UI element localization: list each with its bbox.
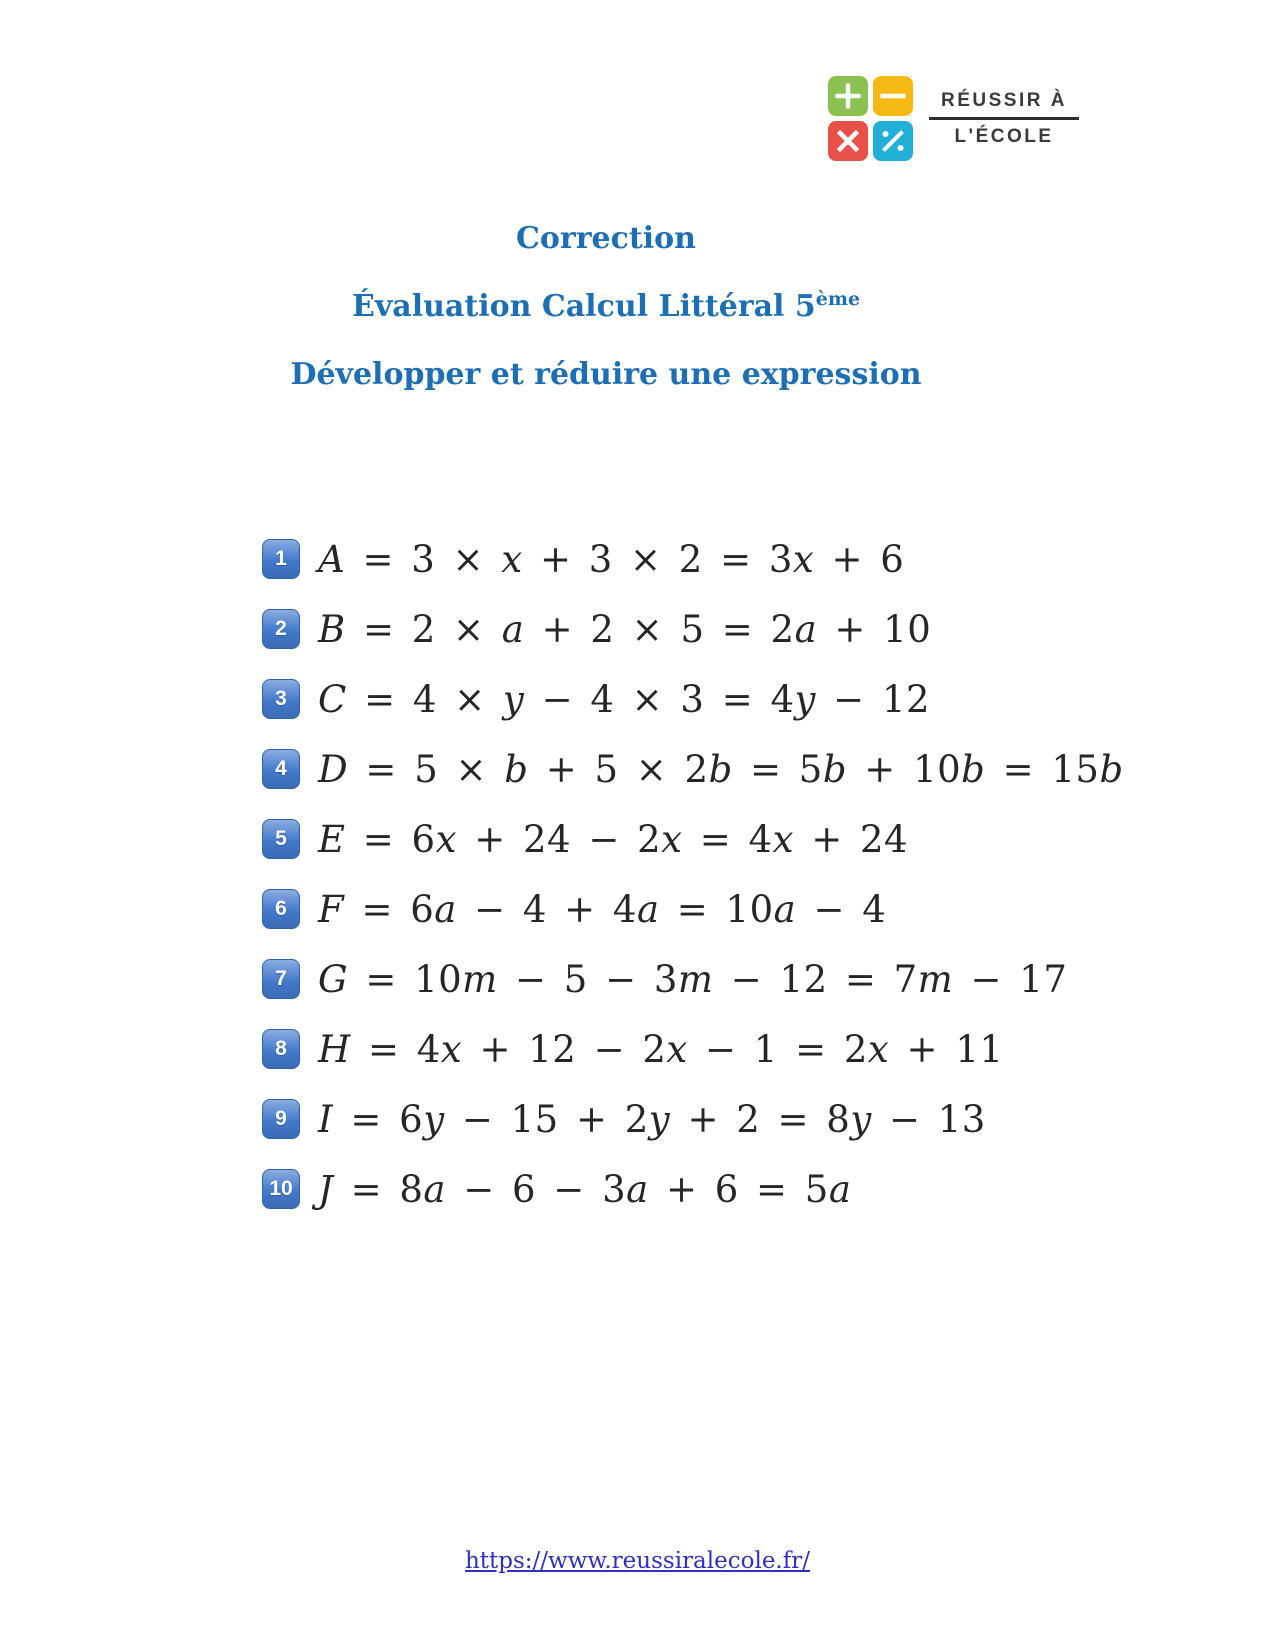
- problem-row: [262, 1154, 1124, 1224]
- problem-row: [262, 594, 1124, 664]
- problem-number-badge: 9: [262, 1099, 300, 1139]
- problem-number-badge: 7: [262, 959, 300, 999]
- title-correction: Correction: [516, 221, 696, 256]
- brand-line-bottom: L'ÉCOLE: [954, 125, 1054, 147]
- problem-row: [262, 804, 1124, 874]
- problem-number-badge: 1: [262, 539, 300, 579]
- divide-icon: [873, 121, 913, 161]
- math-expression: I = 6y − 15 + 2y + 2 = 8y − 13: [318, 1097, 986, 1141]
- problem-row: [262, 944, 1124, 1014]
- title-subtitle: Développer et réduire une expression: [290, 357, 922, 392]
- problem-row: [262, 874, 1124, 944]
- problem-number-badge: 8: [262, 1029, 300, 1069]
- brand-divider: [929, 117, 1079, 120]
- problem-row: [262, 664, 1124, 734]
- document-titles: [0, 222, 1212, 426]
- times-square: [828, 121, 868, 161]
- plus-square: [828, 76, 868, 116]
- times-icon: [828, 121, 868, 161]
- problem-number-badge: 3: [262, 679, 300, 719]
- title-evaluation: [0, 290, 1212, 324]
- problem-number-badge: 4: [262, 749, 300, 789]
- brand-line-top: RÉUSSIR À: [941, 89, 1067, 111]
- title-evaluation-superscript: ème: [815, 288, 861, 310]
- problem-number-badge: 6: [262, 889, 300, 929]
- math-expression: E = 6x + 24 − 2x = 4x + 24: [318, 817, 909, 861]
- problem-number-badge: 10: [262, 1169, 300, 1209]
- footer: [0, 1548, 1275, 1574]
- website-link[interactable]: https://www.reussiralecole.fr/: [464, 1548, 811, 1574]
- brand-logo: [828, 76, 1079, 161]
- math-expression: D = 5 × b + 5 × 2b = 5b + 10b = 15b: [318, 747, 1124, 791]
- math-expression: J = 8a − 6 − 3a + 6 = 5a: [318, 1167, 852, 1211]
- calculator-squares: [828, 76, 913, 161]
- math-expression: H = 4x + 12 − 2x − 1 = 2x + 11: [318, 1027, 1004, 1071]
- problem-row: [262, 734, 1124, 804]
- math-expression: B = 2 × a + 2 × 5 = 2a + 10: [318, 607, 932, 651]
- math-expression: C = 4 × y − 4 × 3 = 4y − 12: [318, 677, 931, 721]
- problem-row: [262, 1084, 1124, 1154]
- divide-square: [873, 121, 913, 161]
- problem-number-badge: 2: [262, 609, 300, 649]
- math-expression: G = 10m − 5 − 3m − 12 = 7m − 17: [318, 957, 1068, 1001]
- minus-square: [873, 76, 913, 116]
- title-evaluation-base: Évaluation Calcul Littéral 5: [351, 289, 816, 324]
- math-expression: A = 3 × x + 3 × 2 = 3x + 6: [318, 537, 905, 581]
- problem-row: [262, 524, 1124, 594]
- problems-list: [262, 524, 1124, 1224]
- problem-number-badge: 5: [262, 819, 300, 859]
- plus-icon: [828, 76, 868, 116]
- minus-icon: [873, 76, 913, 116]
- math-expression: F = 6a − 4 + 4a = 10a − 4: [318, 887, 887, 931]
- brand-wordmark: [929, 90, 1079, 148]
- problem-row: [262, 1014, 1124, 1084]
